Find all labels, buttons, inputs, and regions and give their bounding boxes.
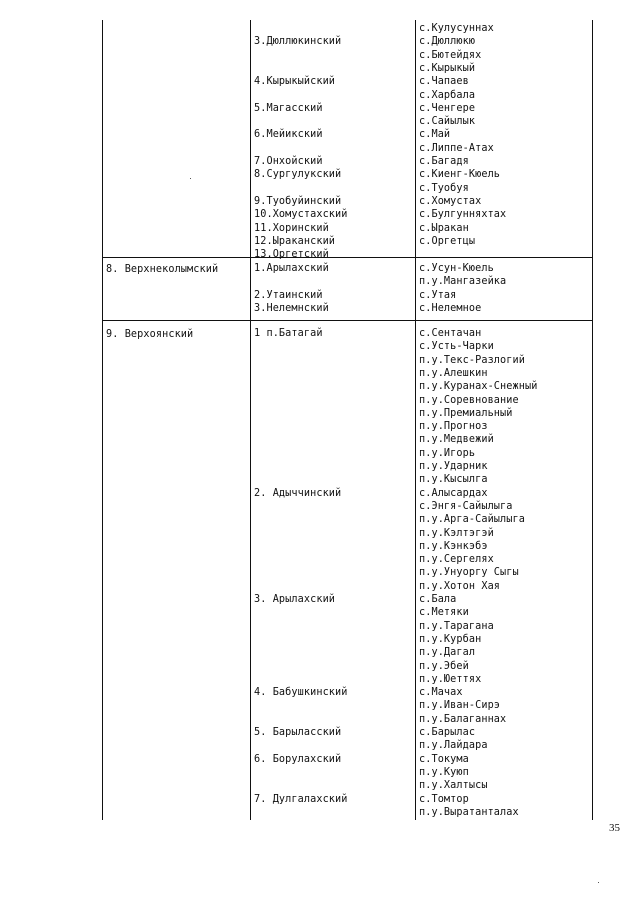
- row-divider-2: [102, 320, 593, 321]
- settlement-name: п.у.Куюп: [419, 766, 469, 778]
- ulus-name: 10.Хомустахский: [254, 209, 348, 221]
- settlement-name: п.у.Ударник: [419, 461, 488, 472]
- settlement-name: п.у.Выратанталах: [419, 806, 519, 818]
- settlement-name: п.у.Кэлтэгэй: [419, 527, 494, 539]
- settlement-name: с.Кулусуннах: [419, 23, 494, 34]
- ulus-name: 7.Онхойский: [254, 156, 323, 167]
- settlement-name: с.Май: [419, 129, 451, 141]
- settlement-name: с.Энгя-Сайылыга: [419, 500, 513, 512]
- ulus-name: 1 п.Батагай: [254, 328, 323, 339]
- settlement-name: п.у.Эбей: [419, 660, 469, 672]
- ulus-name: 2. Адыччинский: [254, 487, 342, 499]
- settlement-name: п.у.Кэнкэбэ: [419, 540, 488, 552]
- ulus-name: 3.Дюллюкинский: [254, 36, 342, 48]
- settlement-name: п.у.Хотон Хая: [419, 580, 501, 592]
- region-name: 8. Верхнеколымский: [106, 264, 219, 275]
- ulus-name: 3.Нелемнский: [254, 302, 329, 314]
- ulus-name: 1.Арылахский: [254, 263, 329, 274]
- settlement-name: с.Сайылык: [419, 116, 476, 128]
- settlement-name: п.у.Соревнование: [419, 394, 519, 406]
- settlement-name: с.Бютейдях: [419, 49, 482, 61]
- settlement-name: с.Утая: [419, 289, 457, 301]
- settlement-name: с.Багадя: [419, 156, 469, 167]
- ulus-name: 4. Бабушкинский: [254, 687, 348, 699]
- table-col-divider-1: [250, 20, 251, 820]
- settlement-name: п.у.Юеттях: [419, 673, 482, 685]
- settlement-name: с.Метяки: [419, 607, 469, 619]
- ulus-name: 6. Борулахский: [254, 753, 342, 765]
- settlement-name: с.Усун-Кюель: [419, 263, 494, 274]
- ulus-name: 5.Магасский: [254, 102, 323, 114]
- row-divider-1: [102, 257, 593, 258]
- settlement-name: п.у.Кысылга: [419, 474, 488, 486]
- settlement-name: п.у.Лайдара: [419, 740, 488, 752]
- ulus-name: 5. Барыласский: [254, 727, 342, 738]
- ulus-name: 6.Мейикский: [254, 129, 323, 141]
- settlement-name: с.Туобуя: [419, 182, 469, 194]
- ulus-name: 11.Хоринский: [254, 222, 329, 234]
- settlement-name: с.Липпе-Атах: [419, 142, 494, 154]
- ulus-name: 9.Туобуйинский: [254, 195, 342, 207]
- settlement-name: с.Ченгере: [419, 102, 476, 114]
- settlement-name: п.у.Сергелях: [419, 554, 494, 566]
- settlement-name: с.Томтор: [419, 793, 469, 805]
- settlement-name: п.у.Мангазейка: [419, 276, 507, 288]
- settlement-name: п.у.Прогноз: [419, 421, 488, 433]
- settlement-name: с.Нелемное: [419, 302, 482, 314]
- settlement-name: п.у.Алешкин: [419, 367, 488, 379]
- settlement-name: с.Бала: [419, 594, 457, 605]
- ulus-name: 8.Сургулукский: [254, 169, 342, 181]
- settlement-name: п.у.Текс-Разлогий: [419, 354, 525, 366]
- scan-speck: [598, 882, 599, 883]
- scan-speck: [190, 178, 191, 179]
- ulus-name: 4.Кырыкыйский: [254, 76, 336, 88]
- region-name: 9. Верхоянский: [106, 329, 194, 340]
- table-col-divider-2: [415, 20, 416, 820]
- ulus-name: 12.Ыраканский: [254, 235, 336, 247]
- settlement-name: с.Ыракан: [419, 222, 469, 234]
- ulus-name: 2.Утаинский: [254, 289, 323, 301]
- settlement-name: с.Усть-Чарки: [419, 341, 494, 353]
- settlement-name: с.Оргетцы: [419, 235, 476, 247]
- settlement-name: с.Барылас: [419, 727, 476, 738]
- table-left-border: [102, 20, 103, 820]
- settlement-name: с.Мачах: [419, 687, 463, 699]
- settlement-name: п.у.Иван-Сирэ: [419, 700, 501, 712]
- settlement-name: п.у.Медвежий: [419, 434, 494, 446]
- ulus-name: 13.Оргетский: [254, 249, 329, 261]
- settlement-name: п.у.Балаганнах: [419, 713, 507, 725]
- settlement-name: с.Дюллюкю: [419, 36, 476, 48]
- settlement-name: с.Токума: [419, 753, 469, 765]
- settlement-name: п.у.Игорь: [419, 447, 476, 459]
- settlement-name: п.у.Унуоргу Сыгы: [419, 567, 519, 579]
- ulus-name: 7. Дулгалахский: [254, 793, 348, 805]
- settlement-name: с.Киенг-Кюель: [419, 169, 501, 181]
- settlement-name: с.Хомустах: [419, 195, 482, 207]
- settlement-name: с.Булгунняхтах: [419, 209, 507, 221]
- settlement-name: с.Сентачан: [419, 328, 482, 339]
- settlement-name: с.Харбала: [419, 89, 476, 101]
- settlement-name: с.Чапаев: [419, 76, 469, 88]
- settlement-name: п.у.Куранах-Снежный: [419, 381, 538, 393]
- settlement-name: п.у.Халтысы: [419, 780, 488, 792]
- ulus-name: 3. Арылахский: [254, 594, 336, 605]
- settlement-name: с.Алысардах: [419, 487, 488, 499]
- table-right-border: [592, 20, 593, 820]
- settlement-name: п.у.Курбан: [419, 633, 482, 645]
- settlement-name: п.у.Тарагана: [419, 620, 494, 632]
- settlement-name: п.у.Арга-Сайылыга: [419, 514, 525, 526]
- settlement-name: с.Кырыкый: [419, 62, 476, 74]
- settlement-name: п.у.Премиальный: [419, 407, 513, 419]
- page-number: 35: [609, 822, 620, 834]
- settlement-name: п.у.Дагал: [419, 647, 476, 659]
